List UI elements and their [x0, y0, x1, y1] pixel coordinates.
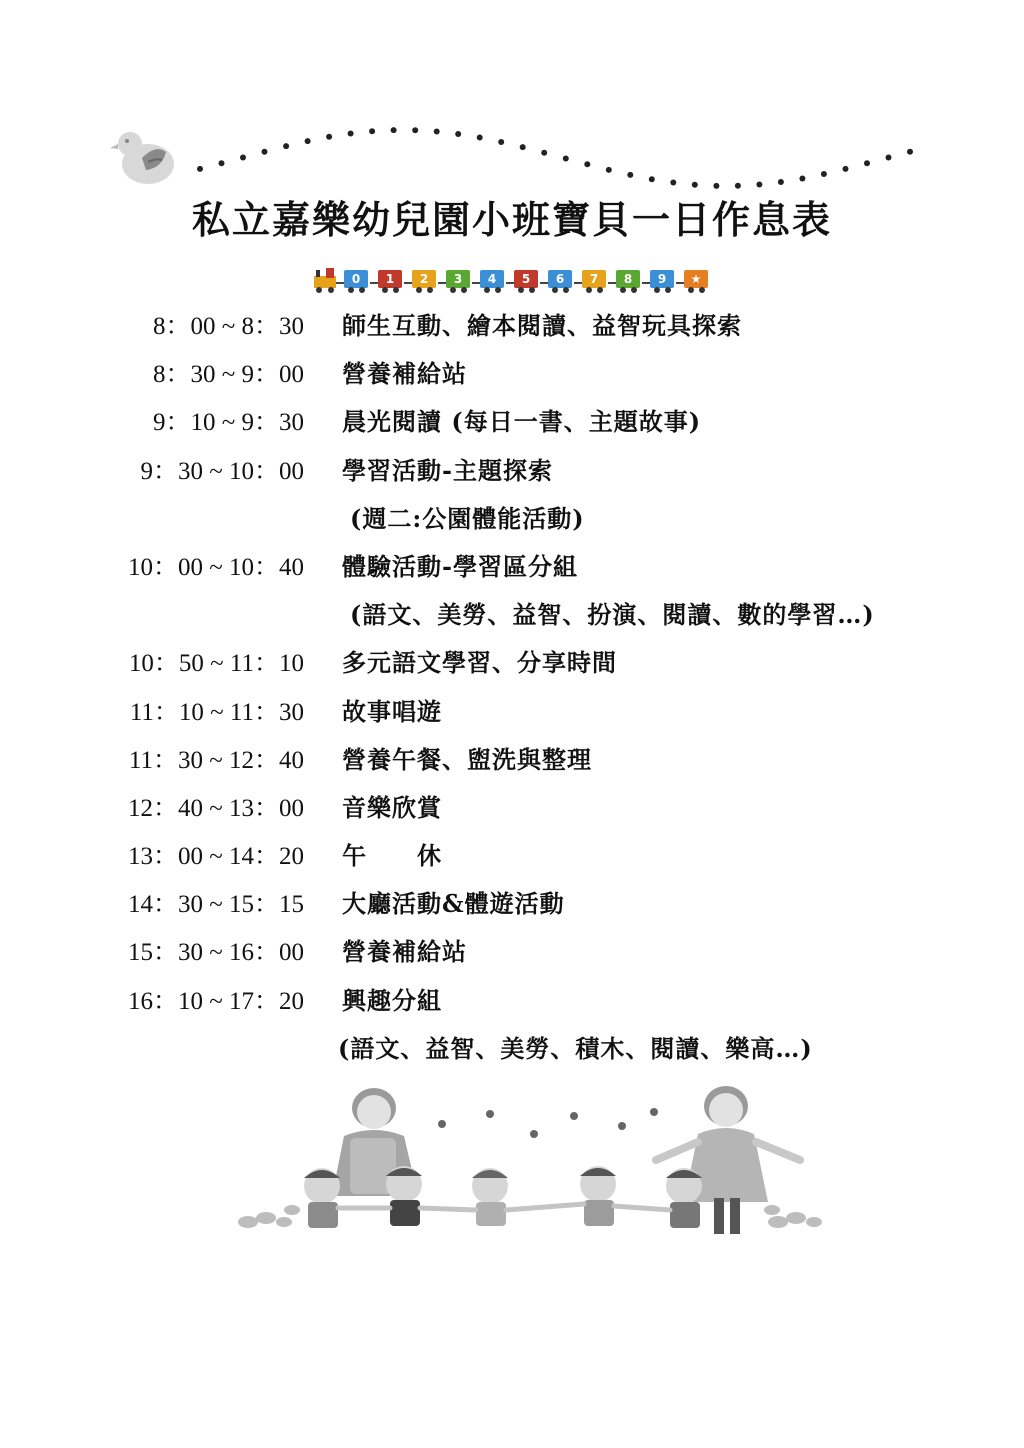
- schedule-row: [0, 924, 1024, 972]
- schedule-row: [0, 684, 1024, 732]
- train-wheel: [484, 287, 490, 293]
- decoration-dot: [756, 182, 762, 188]
- train-wheel: [393, 287, 399, 293]
- train-car: 9: [650, 270, 674, 288]
- decoration-dot: [348, 131, 354, 137]
- schedule-activity: 興趣分組: [342, 985, 442, 1015]
- train-link: [574, 282, 582, 284]
- train-wheel: [586, 287, 592, 293]
- train-car: 1: [378, 270, 402, 288]
- decoration-dot: [262, 149, 268, 155]
- train-car: 0: [344, 270, 368, 288]
- locomotive-icon: [312, 266, 338, 294]
- schedule-time: 12：40 ~ 13：00: [127, 794, 304, 822]
- bird-icon: [108, 118, 180, 190]
- decoration-dot: [455, 131, 461, 137]
- train-wheel: [654, 287, 660, 293]
- schedule-row: [0, 394, 1024, 442]
- decoration-dot: [843, 166, 849, 172]
- train-car: 3: [446, 270, 470, 288]
- schedule-time: 15：30 ~ 16：00: [127, 939, 304, 967]
- schedule-list: [0, 298, 1024, 1069]
- train-wheel: [699, 287, 705, 293]
- decoration-dot: [864, 160, 870, 166]
- train-wheel: [688, 287, 694, 293]
- schedule-time: 11：30 ~ 12：40: [128, 746, 304, 774]
- decoration-dot: [692, 182, 698, 188]
- decoration-dot: [498, 139, 504, 145]
- decoration-dot: [649, 176, 655, 182]
- schedule-time: 9：10 ~ 9：30: [152, 409, 304, 437]
- schedule-activity: 營養補給站: [342, 937, 467, 967]
- decoration-dot: [434, 129, 440, 135]
- decoration-dot: [477, 135, 483, 141]
- schedule-time: 10：50 ~ 11：10: [128, 650, 304, 678]
- train-link: [438, 282, 446, 284]
- schedule-activity: 晨光閱讀 (每日一書、主題故事): [342, 407, 702, 437]
- train-wheel: [450, 287, 456, 293]
- decoration-dot: [821, 171, 827, 177]
- decoration-dot: [305, 138, 311, 144]
- schedule-activity: 學習活動-主題探索: [342, 455, 553, 485]
- train-link: [404, 282, 412, 284]
- schedule-time: 13：00 ~ 14：20: [127, 843, 304, 871]
- schedule-activity: 故事唱遊: [342, 696, 442, 726]
- train-wheel: [597, 287, 603, 293]
- train-wheel: [461, 287, 467, 293]
- decoration-dot: [326, 134, 332, 140]
- train-car: 6: [548, 270, 572, 288]
- schedule-activity: 營養午餐、盥洗與整理: [342, 744, 592, 774]
- schedule-row: [0, 732, 1024, 780]
- schedule-row: [0, 298, 1024, 346]
- train-wheel: [427, 287, 433, 293]
- decoration-dot: [778, 179, 784, 185]
- train-wheel: [518, 287, 524, 293]
- schedule-row: [0, 491, 1024, 539]
- decoration-dot: [799, 176, 805, 182]
- train-wheel: [416, 287, 422, 293]
- train-car: 5: [514, 270, 538, 288]
- train-link: [540, 282, 548, 284]
- decoration-dot: [584, 161, 590, 167]
- train-car: 7: [582, 270, 606, 288]
- train-icon: [312, 266, 714, 294]
- schedule-activity: 音樂欣賞: [342, 792, 442, 822]
- decoration-dot: [219, 160, 225, 166]
- schedule-note: (語文、美勞、益智、扮演、閱讀、數的學習…): [350, 600, 875, 630]
- train-link: [506, 282, 514, 284]
- decoration-dot: [627, 172, 633, 178]
- schedule-time: 9：30 ~ 10：00: [140, 457, 304, 485]
- train-car: 4: [480, 270, 504, 288]
- schedule-activity: 體驗活動-學習區分組: [342, 551, 578, 581]
- train-wheel: [563, 287, 569, 293]
- schedule-time: 14：30 ~ 15：15: [127, 891, 304, 919]
- schedule-activity: 大廳活動&體遊活動: [342, 889, 565, 919]
- train-wheel: [348, 287, 354, 293]
- schedule-time: 8：00 ~ 8：30: [152, 313, 304, 340]
- train-link: [608, 282, 616, 284]
- schedule-row: [0, 587, 1024, 635]
- decoration-dot: [391, 127, 397, 133]
- schedule-activity: 多元語文學習、分享時間: [342, 648, 617, 678]
- teachers-and-children-illustration: [228, 1086, 838, 1246]
- train-wheel: [620, 287, 626, 293]
- train-wheel: [382, 287, 388, 293]
- train-link: [370, 282, 378, 284]
- decoration-dot: [283, 143, 289, 149]
- decoration-dot: [197, 166, 203, 172]
- decoration-dot: [541, 150, 547, 156]
- decoration-dot: [606, 167, 612, 173]
- decoration-dot: [735, 183, 741, 189]
- schedule-row: [0, 539, 1024, 587]
- train-wheel: [529, 287, 535, 293]
- dotted-wave-decoration: [190, 118, 920, 198]
- decoration-dot: [713, 183, 719, 189]
- decoration-dot: [240, 155, 246, 161]
- schedule-row: [0, 1021, 1024, 1069]
- schedule-note: (週二:公園體能活動): [350, 503, 585, 533]
- schedule-row: [0, 346, 1024, 394]
- page-title: 私立嘉樂幼兒園小班寶貝一日作息表: [191, 197, 832, 242]
- schedule-row: [0, 443, 1024, 491]
- schedule-activity: 師生互動、繪本閱讀、益智玩具探索: [342, 311, 742, 340]
- decoration-dot: [369, 128, 375, 134]
- train-wheel: [495, 287, 501, 293]
- train-link: [472, 282, 480, 284]
- schedule-row: [0, 828, 1024, 876]
- train-car: 2: [412, 270, 436, 288]
- train-link: [642, 282, 650, 284]
- schedule-row: [0, 876, 1024, 924]
- schedule-row: [0, 780, 1024, 828]
- decoration-dot: [563, 156, 569, 162]
- train-link: [676, 282, 684, 284]
- decoration-dot: [520, 144, 526, 150]
- schedule-note: (語文、益智、美勞、積木、閱讀、樂高…): [338, 1033, 813, 1063]
- decoration-dot: [907, 149, 913, 155]
- schedule-time: 10：00 ~ 10：40: [127, 553, 304, 581]
- schedule-time: 11：10 ~ 11：30: [129, 698, 304, 726]
- decoration-dot: [412, 127, 418, 133]
- decoration-dot: [670, 180, 676, 186]
- schedule-row: [0, 973, 1024, 1021]
- schedule-row: [0, 635, 1024, 683]
- schedule-activity: 午 休: [342, 841, 442, 871]
- train-car: 8: [616, 270, 640, 288]
- train-car: ★: [684, 270, 708, 288]
- train-wheel: [631, 287, 637, 293]
- train-wheel: [552, 287, 558, 293]
- train-wheel: [359, 287, 365, 293]
- schedule-activity: 營養補給站: [342, 359, 467, 389]
- train-wheel: [665, 287, 671, 293]
- decoration-dot: [886, 155, 892, 161]
- schedule-time: 16：10 ~ 17：20: [127, 987, 304, 1015]
- train-link: [336, 282, 344, 284]
- schedule-time: 8：30 ~ 9：00: [152, 361, 304, 389]
